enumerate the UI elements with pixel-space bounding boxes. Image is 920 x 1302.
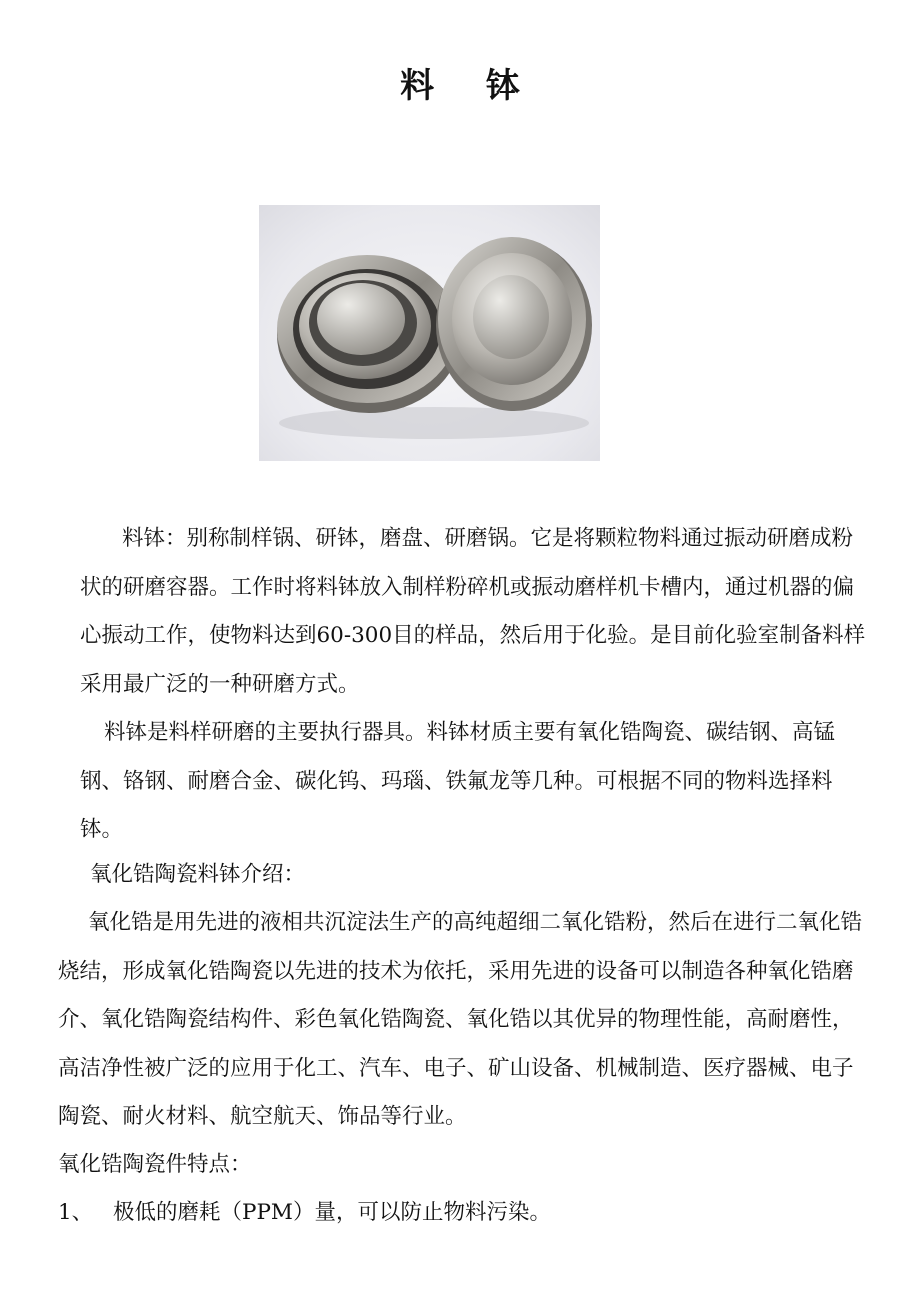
materials-paragraph: 料钵是料样研磨的主要执行器具。料钵材质主要有氧化锆陶瓷、碳结钢、高锰钢、铬钢、耐磨合金、碳化钨、玛瑙、铁氟龙等几种。可根据不同的物料选择料钵。 bbox=[80, 720, 836, 842]
intro-paragraph: 料钵：别称制样锅、研钵，磨盘、研磨锅。它是将颗粒物料通过振动研磨成粉状的研磨容器。工作时将料钵放入制样粉碎机或振动磨样机卡槽内，通过机器的偏心振动工作，使物料达到60-300目的样品，然后用于化验。是目前化验室制备料样采用最广泛的一种研磨方式。 bbox=[80, 526, 866, 697]
zirconia-paragraph: 氧化锆是用先进的液相共沉淀法生产的高纯超细二氧化锆粉，然后在进行二氧化锆烧结，形成氧化锆陶瓷以先进的技术为依托，采用先进的设备可以制造各种氧化锆磨介、氧化锆陶瓷结构件、彩色氧化锆陶瓷、氧化锆以其优异的物理性能，高耐磨性，高洁净性被广泛的应用于化工、汽车、电子、矿山设备、机械制造、医疗器械、电子陶瓷、耐火材料、航空航天、饰品等行业。 bbox=[58, 910, 863, 1129]
list-item-text: 极低的磨耗（PPM）量，可以防止物料污染。 bbox=[113, 1200, 551, 1225]
page-title: 料 钵 bbox=[400, 66, 540, 106]
grinding-bowl-photo bbox=[259, 205, 600, 461]
features-heading: 氧化锆陶瓷件特点： bbox=[58, 1152, 252, 1177]
list-item bbox=[58, 1189, 870, 1238]
zirconia-heading: 氧化锆陶瓷料钵介绍： bbox=[90, 862, 306, 887]
list-item-number: 1、 bbox=[58, 1200, 94, 1225]
